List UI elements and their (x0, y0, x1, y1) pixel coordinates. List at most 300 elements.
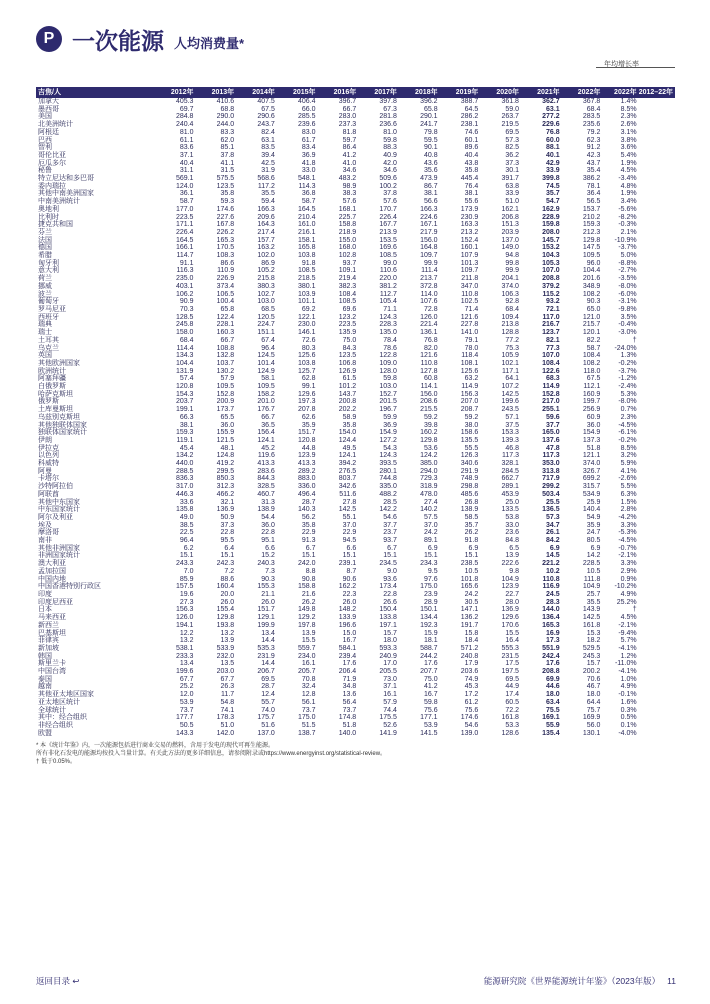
table-cell: 399.8 (542, 175, 560, 183)
table-cell: 153.3 (501, 429, 519, 437)
table-cell: -2.1% (618, 552, 637, 560)
table-cell: 51.6 (261, 721, 275, 729)
table-cell: 142.2 (379, 506, 397, 514)
table-row (36, 275, 675, 283)
table-cell: 89.6 (464, 144, 479, 152)
table-cell: 31.3 (261, 498, 275, 506)
table-cell: 460.7 (257, 490, 275, 498)
table-cell: 192.3 (420, 621, 438, 629)
row-label: 波兰 (38, 290, 52, 298)
table-cell: 199.6 (501, 398, 519, 406)
table-cell: 152.7 (379, 390, 397, 398)
table-cell: 121.6 (460, 313, 479, 321)
table-cell: 208.7 (460, 406, 479, 414)
table-cell: 25.2 (179, 683, 194, 691)
table-cell: 74.9 (464, 675, 479, 683)
table-cell: 71.4 (464, 305, 479, 313)
table-cell: 107.0 (542, 352, 560, 360)
column-header: 2022年 (562, 87, 603, 98)
table-cell: 6.9 (427, 544, 438, 552)
row-label: 印度尼西亚 (38, 598, 73, 606)
table-row (36, 583, 675, 591)
table-cell: 51.5 (301, 721, 316, 729)
table-cell: 123.9 (501, 583, 519, 591)
table-cell: 15.5 (301, 637, 316, 645)
table-cell: 56.2 (301, 513, 316, 521)
table-cell: 202.2 (338, 406, 357, 414)
back-to-contents-link[interactable]: 返回目录 ↩ (36, 976, 80, 986)
table-cell: 68.4 (179, 336, 194, 344)
table-cell: 209.6 (257, 213, 275, 221)
table-cell: 17.0 (383, 660, 397, 668)
column-header: 2016年 (318, 87, 359, 98)
table-cell: 396.7 (338, 98, 357, 105)
table-cell: 102.8 (338, 252, 357, 260)
table-cell: 129.1 (257, 614, 275, 622)
table-cell: 59.7 (342, 136, 357, 144)
table-cell: 221.4 (420, 321, 438, 329)
table-row (36, 98, 675, 106)
row-label: 摩洛哥 (38, 529, 59, 537)
table-cell: 335.0 (379, 483, 397, 491)
table-cell: 7.2 (224, 567, 235, 575)
table-cell: 13.2 (179, 637, 194, 645)
table-cell: 162.9 (542, 205, 560, 213)
table-cell: 173.4 (379, 583, 397, 591)
table-cell: 103.7 (216, 359, 235, 367)
table-cell: 34.7 (546, 521, 560, 529)
table-cell: 14.2 (586, 552, 601, 560)
table-cell: 91.1 (179, 259, 194, 267)
table-row (36, 622, 675, 630)
table-cell: 99.0 (383, 259, 397, 267)
table-cell: 106.5 (216, 290, 235, 298)
table-cell: 66.3 (179, 413, 194, 421)
table-cell: 137.0 (501, 236, 519, 244)
table-cell: 37.3 (220, 521, 235, 529)
table-cell: 67.7 (179, 675, 194, 683)
table-cell: 17.5 (505, 660, 519, 668)
table-cell: 207.7 (420, 668, 438, 676)
table-row (36, 175, 675, 183)
table-cell: 170.6 (501, 621, 519, 629)
table-cell: 216.1 (298, 228, 316, 236)
table-cell: 208.0 (542, 228, 560, 236)
table-row (36, 522, 675, 530)
table-row (36, 614, 675, 622)
table-cell: 92.8 (505, 298, 519, 306)
table-cell: 124.3 (379, 452, 397, 460)
table-cell: 203.7 (175, 398, 194, 406)
table-cell: 33.6 (179, 498, 194, 506)
table-row (36, 437, 675, 445)
table-cell: 1.5% (620, 498, 637, 506)
column-header: 2012年 (155, 87, 196, 98)
table-cell: 12.0 (179, 691, 194, 699)
table-cell: 101.1 (298, 298, 316, 306)
table-cell: 91.8 (301, 259, 316, 267)
table-cell: 145.7 (542, 236, 560, 244)
row-label: 德国 (38, 244, 52, 252)
table-row (36, 552, 675, 560)
table-row (36, 568, 675, 576)
table-cell: 15.1 (301, 552, 316, 560)
column-header: 2019年 (440, 87, 481, 98)
table-cell: 407.5 (257, 98, 275, 105)
table-cell: 40.1 (546, 151, 560, 159)
table-cell: 9.0 (387, 567, 397, 575)
table-cell: 122.1 (298, 313, 316, 321)
table-cell: 81.8 (342, 128, 357, 136)
table-cell: 18.0 (383, 637, 397, 645)
table-cell: 121.6 (420, 352, 438, 360)
table-cell: 548.1 (298, 175, 316, 183)
table-cell: 62.8 (301, 375, 316, 383)
table-cell: 133.5 (501, 506, 519, 514)
table-cell: 124.2 (420, 452, 438, 460)
table-cell: 204.1 (501, 275, 519, 283)
table-cell: 6.6 (346, 544, 357, 552)
table-cell: 15.1 (220, 552, 235, 560)
table-cell: 114.3 (298, 182, 316, 190)
table-cell: 35.6 (423, 167, 438, 175)
table-cell: 19.6 (179, 591, 194, 598)
table-cell: 16.7 (342, 637, 357, 645)
table-cell: 228.3 (379, 321, 397, 329)
table-row (36, 383, 675, 391)
column-header: 2018年 (399, 87, 440, 98)
table-cell: 406.4 (298, 98, 316, 105)
table-cell: 106.2 (175, 290, 194, 298)
table-cell: 5.9% (620, 460, 637, 468)
table-cell: 25.2% (616, 598, 637, 606)
table-cell: 568.6 (257, 175, 275, 183)
row-label: 印度 (38, 591, 52, 598)
table-cell: † (632, 336, 637, 344)
table-cell: 77.3 (546, 344, 560, 352)
row-label: 乌兹别克斯坦 (38, 413, 80, 421)
table-cell: 18.0 (546, 691, 560, 699)
table-cell: 75.3 (505, 344, 519, 352)
table-cell: 35.9 (301, 421, 316, 429)
table-cell: 31.5 (220, 167, 235, 175)
table-cell: 744.8 (379, 475, 397, 483)
table-cell: 118.4 (461, 352, 479, 360)
table-cell: -5.6% (618, 205, 637, 213)
table-cell: 127.8 (420, 367, 438, 375)
table-cell: 551.9 (542, 644, 560, 652)
table-cell: 191.7 (460, 621, 479, 629)
table-cell: 26.0 (220, 598, 235, 606)
table-cell: 473.9 (420, 175, 438, 183)
table-cell: 57.6 (383, 198, 397, 206)
table-cell: 34.8 (342, 683, 357, 691)
table-row (36, 152, 675, 160)
table-cell: 123.9 (298, 452, 316, 460)
table-cell: 142.0 (216, 729, 235, 737)
table-cell: 111.4 (421, 267, 438, 275)
table-cell: 86.9 (261, 259, 275, 267)
table-cell: 205.5 (379, 668, 397, 676)
table-cell: 10.2 (546, 567, 560, 575)
table-cell: 96.0 (586, 259, 601, 267)
table-cell: 4.9% (620, 683, 637, 691)
table-cell: 165.6 (460, 583, 479, 591)
table-cell: 4.9% (620, 591, 637, 598)
row-label: 智利 (38, 144, 52, 152)
table-cell: 41.2 (342, 151, 357, 159)
table-row (36, 691, 675, 699)
table-cell: 160.9 (582, 390, 601, 398)
table-cell: 68.4 (586, 105, 601, 113)
table-cell: 137.3 (582, 436, 601, 444)
table-cell: 43.6 (423, 159, 438, 167)
table-cell: 13.6 (342, 691, 357, 699)
table-cell: 140.2 (420, 506, 438, 514)
table-cell: 79.8 (423, 128, 438, 136)
row-label: 中国香港特别行政区 (38, 583, 101, 591)
table-cell: 158.8 (298, 583, 316, 591)
table-cell: 25.0 (505, 498, 519, 506)
table-cell: 313.8 (542, 467, 560, 475)
table-cell: 46.7 (586, 683, 601, 691)
table-cell: 105.4 (379, 298, 397, 306)
table-cell: 123.5 (338, 352, 357, 360)
table-cell: 238.5 (460, 560, 479, 568)
row-label: 美国 (38, 113, 52, 121)
table-cell: 103.0 (379, 383, 397, 391)
table-cell: 109.5 (582, 252, 601, 260)
table-cell: 348.9 (582, 282, 601, 290)
table-cell: 136.4 (542, 614, 560, 622)
table-cell: 17.6 (546, 660, 560, 668)
table-cell: 162.1 (501, 205, 519, 213)
table-cell: 90.3 (261, 575, 275, 583)
table-cell: 200.2 (582, 668, 601, 676)
table-cell: 1.6% (620, 698, 637, 706)
table-cell: 3.1% (620, 128, 637, 136)
row-label: 澳大利亚 (38, 560, 66, 568)
table-cell: 69.7 (179, 105, 194, 113)
table-cell: 5.4% (620, 151, 637, 159)
table-cell: 131.9 (175, 367, 194, 375)
table-cell: 509.6 (379, 175, 397, 183)
row-label: 其中：经合组织 (38, 714, 87, 722)
table-cell: 160.2 (420, 429, 438, 437)
table-cell: 62.6 (301, 413, 316, 421)
table-cell: 114.4 (176, 344, 194, 352)
table-row (36, 229, 675, 237)
table-cell: 129.8 (582, 236, 601, 244)
table-cell: 73.0 (383, 675, 397, 683)
table-cell: 63.1 (546, 105, 560, 113)
table-cell: -4.5% (618, 421, 637, 429)
table-cell: 100.4 (216, 298, 235, 306)
table-cell: 159.3 (582, 221, 601, 229)
table-cell: 168.0 (338, 244, 357, 252)
row-label: 泰国 (38, 675, 52, 683)
table-cell: 67.5 (261, 105, 275, 113)
table-cell: 224.7 (257, 321, 275, 329)
table-cell: 219.4 (338, 275, 357, 283)
table-cell: 104.4 (582, 267, 601, 275)
table-cell: 483.2 (338, 175, 357, 183)
table-cell: 51.8 (586, 444, 601, 452)
table-cell: 212.3 (582, 228, 601, 236)
table-cell: 496.4 (298, 490, 316, 498)
table-row (36, 452, 675, 460)
table-cell: 93.7 (342, 259, 357, 267)
table-cell: 123.2 (338, 313, 357, 321)
row-label: 越南 (38, 683, 52, 691)
table-cell: 26.0 (342, 598, 357, 606)
table-cell: -0.4% (618, 321, 637, 329)
table-cell: 1.2% (620, 652, 637, 660)
table-cell: 229.6 (542, 121, 560, 129)
row-label: 比利时 (38, 213, 59, 221)
table-cell: 2.6% (620, 121, 637, 129)
table-cell: 3.8% (620, 136, 637, 144)
table-cell: 75.6 (464, 706, 479, 714)
table-cell: 22.7 (505, 591, 519, 598)
table-cell: 57.3 (546, 513, 560, 521)
table-cell: 55.1 (342, 513, 357, 521)
table-cell: 70.3 (179, 305, 194, 313)
table-row (36, 329, 675, 337)
table-cell: 102.1 (501, 359, 519, 367)
table-cell: 60.8 (423, 375, 438, 383)
table-cell: 15.1 (179, 552, 194, 560)
table-cell: 255.1 (542, 406, 560, 414)
row-label: 厄瓜多尔 (38, 159, 66, 167)
table-cell: 153.7 (582, 205, 601, 213)
table-cell: -4.0% (618, 729, 637, 737)
row-label: 非经合组织 (38, 721, 73, 729)
table-cell: 50.5 (179, 721, 194, 729)
row-label: 卡塔尔 (38, 475, 59, 483)
table-cell: 217.4 (257, 228, 275, 236)
table-cell: 31.9 (261, 167, 275, 175)
table-cell: 37.1 (383, 683, 397, 691)
table-cell: 40.4 (464, 151, 479, 159)
row-label: 非洲国家统计 (38, 552, 80, 560)
table-cell: 35.4 (586, 167, 601, 175)
table-cell: 328.5 (257, 483, 275, 491)
table-cell: 41.8 (301, 159, 316, 167)
table-cell: 143.7 (338, 390, 357, 398)
table-cell: 85.9 (179, 575, 194, 583)
table-cell: 117.2 (257, 182, 275, 190)
table-cell: 201.0 (257, 398, 275, 406)
table-cell: 7.0 (183, 567, 194, 575)
table-cell: 13.5 (220, 660, 235, 668)
table-cell: 69.5 (261, 675, 275, 683)
row-label: 阿曼 (38, 467, 52, 475)
table-cell: 42.5 (261, 159, 275, 167)
table-cell: 163.3 (460, 221, 479, 229)
table-cell: 169.9 (582, 714, 601, 722)
table-cell: 119.6 (257, 452, 275, 460)
row-label: 南非 (38, 537, 52, 545)
table-cell: 15.0 (342, 629, 357, 637)
table-cell: -5.3% (618, 529, 637, 537)
table-cell: 107.9 (460, 252, 479, 260)
table-cell: 91.2 (586, 144, 601, 152)
row-label: 伊拉克 (38, 444, 59, 452)
table-cell: 128.0 (379, 367, 397, 375)
table-cell: 175.0 (298, 714, 316, 722)
table-cell: 294.0 (420, 467, 438, 475)
consumption-table (36, 87, 675, 737)
table-cell: 6.4 (224, 544, 235, 552)
table-cell: 136.1 (420, 329, 438, 337)
table-cell: 208.8 (542, 668, 560, 676)
table-cell: 124.5 (257, 352, 275, 360)
table-cell: 156.3 (175, 606, 194, 614)
table-cell: 59.0 (505, 105, 519, 113)
table-cell: 65.0 (586, 305, 601, 313)
table-cell: 27.3 (179, 598, 194, 606)
table-cell: 52.6 (383, 721, 397, 729)
table-row (36, 106, 675, 114)
table-cell: 138.9 (460, 506, 479, 514)
table-row (36, 414, 675, 422)
table-cell: 51.8 (342, 721, 357, 729)
table-cell: 64.4 (586, 698, 601, 706)
table-cell: 41.1 (220, 159, 235, 167)
table-cell: 94.8 (505, 252, 519, 260)
row-label: 特立尼达和多巴哥 (38, 175, 94, 183)
table-cell: 119.1 (176, 436, 194, 444)
table-cell: 72.2 (505, 706, 519, 714)
table-cell: 6.9 (468, 544, 479, 552)
table-cell: 25.5 (546, 498, 560, 506)
table-cell: 163.2 (257, 244, 275, 252)
table-cell: 120.8 (175, 383, 194, 391)
table-cell: 63.2 (464, 375, 479, 383)
table-cell: 699.2 (582, 475, 601, 483)
table-cell: -3.7% (618, 244, 637, 252)
table-cell: 104.9 (582, 583, 601, 591)
page-subtitle: 人均消费量* (174, 35, 245, 51)
table-cell: 138.7 (298, 729, 316, 737)
table-row (36, 160, 675, 168)
table-cell: 68.3 (546, 375, 560, 383)
table-cell: 61.1 (179, 136, 194, 144)
table-cell: 165.0 (542, 429, 560, 437)
table-cell: 66.7 (220, 336, 235, 344)
table-cell: 74.4 (383, 706, 397, 714)
table-cell: 283.6 (257, 467, 275, 475)
table-cell: 158.2 (257, 390, 275, 398)
table-cell: 555.3 (501, 644, 519, 652)
table-cell: 132.8 (216, 352, 235, 360)
table-cell: 139.0 (460, 729, 479, 737)
table-cell: 129.6 (298, 390, 316, 398)
table-cell: 175.5 (379, 714, 397, 722)
table-row (36, 483, 675, 491)
table-cell: 328.1 (501, 460, 519, 468)
table-cell: 75.5 (546, 706, 560, 714)
table-cell: 393.5 (379, 460, 397, 468)
table-cell: 71.9 (342, 675, 357, 683)
table-cell: 125.6 (460, 367, 479, 375)
table-row (36, 206, 675, 214)
table-cell: 56.1 (301, 698, 316, 706)
table-cell: 218.9 (338, 228, 357, 236)
table-cell: 206.8 (501, 213, 519, 221)
table-cell: 82.2 (586, 336, 601, 344)
